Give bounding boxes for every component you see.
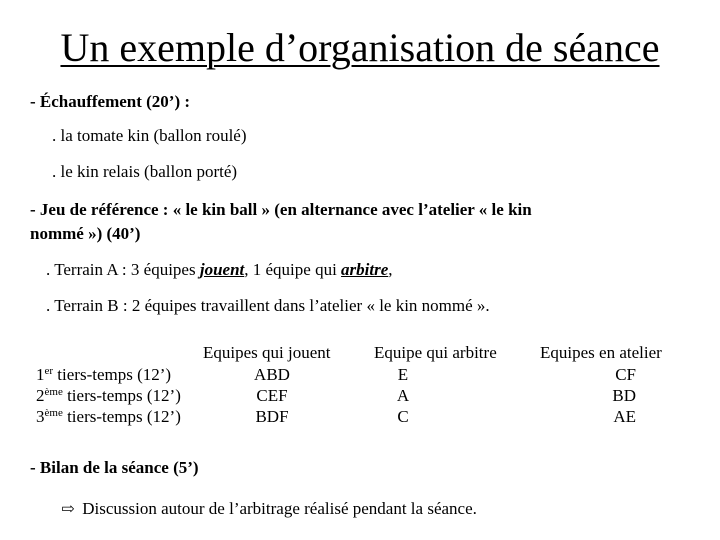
terrain-a-middle: , 1 équipe qui [244, 260, 342, 279]
table-header-referee: Equipe qui arbitre [374, 343, 497, 362]
reference-game-heading-line2: nommé ») (40’) [30, 224, 141, 243]
reference-game-heading-line1: - Jeu de référence : « le kin ball » (en alternance avec l’atelier « le kin [30, 200, 532, 219]
table-header-play: Equipes qui jouent [203, 343, 331, 362]
table-cell-referee: E [397, 365, 409, 384]
table-cell-play: ABD [254, 365, 290, 384]
warmup-item-2: . le kin relais (ballon porté) [52, 162, 238, 181]
table-row-label: 2ème tiers-temps (12’) [36, 386, 181, 405]
table-row-label: 3ème tiers-temps (12’) [36, 407, 181, 426]
table-row-label: 1er tiers-temps (12’) [36, 365, 172, 384]
table-cell-workshop: AE [613, 407, 636, 426]
terrain-a-line [46, 260, 393, 280]
hollow-right-arrow-icon: ⇨ [61, 501, 75, 518]
terrain-a-suffix: , [388, 260, 393, 279]
page-title: Un exemple d’organisation de séance [60, 25, 660, 70]
table-cell-play: CEF [256, 386, 288, 405]
terrain-a-word-jouent: jouent [199, 260, 245, 279]
terrain-b-line: . Terrain B : 2 équipes travaillent dans l’atelier « le kin nommé ». [46, 296, 490, 315]
table-cell-referee: A [396, 386, 410, 405]
warmup-heading: - Échauffement (20’) : [30, 92, 191, 111]
terrain-a-prefix: . Terrain A : 3 équipes [46, 260, 200, 279]
table-cell-workshop: CF [615, 365, 636, 384]
table-cell-workshop: BD [612, 386, 636, 405]
terrain-a-word-arbitre: arbitre [341, 260, 389, 279]
review-heading: - Bilan de la séance (5’) [30, 458, 199, 477]
table-cell-play: BDF [255, 407, 289, 426]
table-header-workshop: Equipes en atelier [540, 343, 662, 362]
warmup-item-1: . la tomate kin (ballon roulé) [52, 126, 247, 145]
review-item: ⇨ Discussion autour de l’arbitrage réalisé pendant la séance. [58, 499, 477, 520]
table-cell-referee: C [397, 407, 409, 426]
